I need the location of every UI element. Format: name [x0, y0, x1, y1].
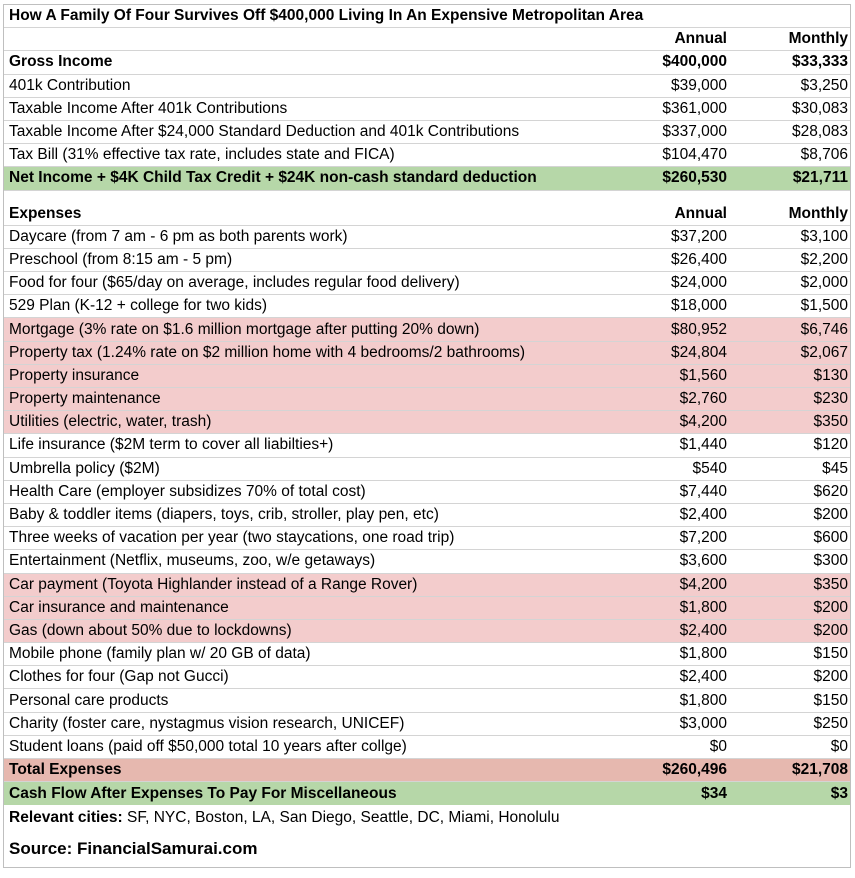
row-monthly: Monthly: [788, 204, 848, 222]
table-row: [4, 504, 850, 527]
table-row: [4, 144, 850, 167]
total-expenses-row: [4, 759, 850, 782]
cities-label: Relevant cities:: [9, 809, 123, 827]
row-annual: $540: [692, 459, 727, 477]
row-annual: $7,200: [679, 529, 727, 547]
table-row: [4, 574, 850, 597]
row-monthly: $3,250: [800, 76, 848, 94]
row-annual: $3,000: [679, 714, 727, 732]
row-monthly: $200: [813, 668, 848, 686]
row-monthly: $120: [813, 436, 848, 454]
cities-value: SF, NYC, Boston, LA, San Diego, Seattle, DC, Miami, Honolulu: [122, 809, 560, 827]
table-row: [4, 736, 850, 759]
row-monthly: $600: [813, 529, 848, 547]
income-rows: [4, 75, 850, 168]
row-annual: $1,440: [679, 436, 727, 454]
row-annual: $1,800: [679, 645, 727, 663]
row-label: Food for four ($65/day on average, includes regular food delivery): [9, 274, 460, 292]
row-monthly: $250: [813, 714, 848, 732]
table-row: [4, 249, 850, 272]
row-annual: $1,800: [679, 598, 727, 616]
table-row: [4, 318, 850, 341]
row-monthly: $1,500: [800, 297, 848, 315]
row-label: Clothes for four (Gap not Gucci): [9, 668, 229, 686]
gross-income-row: [4, 51, 850, 74]
row-label: Expenses: [9, 204, 82, 222]
table-row: [4, 713, 850, 736]
row-monthly: $200: [813, 621, 848, 639]
table-row: [4, 365, 850, 388]
table-row: [4, 666, 850, 689]
row-annual: $337,000: [662, 123, 727, 141]
row-annual: $0: [709, 737, 727, 755]
row-label: Taxable Income After 401k Contributions: [9, 99, 288, 117]
income-column-header-row: [4, 28, 850, 51]
row-label: Mortgage (3% rate on $1.6 million mortgage after putting 20% down): [9, 320, 480, 338]
row-label: Total Expenses: [9, 761, 122, 779]
row-monthly: $28,083: [791, 123, 848, 141]
row-label: Property insurance: [9, 366, 140, 384]
row-label: Mobile phone (family plan w/ 20 GB of data): [9, 645, 311, 663]
table-row: [4, 75, 850, 98]
row-label: Car payment (Toyota Highlander instead of a Range Rover): [9, 575, 418, 593]
row-label: Cash Flow After Expenses To Pay For Miscellaneous: [9, 784, 397, 802]
row-annual: $18,000: [670, 297, 727, 315]
table-row: [4, 689, 850, 712]
row-annual: $3,600: [679, 552, 727, 570]
row-monthly: $350: [813, 413, 848, 431]
row-annual: $2,400: [679, 621, 727, 639]
col-annual-header: Annual: [674, 30, 727, 48]
table-row: [4, 411, 850, 434]
row-monthly: $21,711: [792, 169, 848, 187]
row-monthly: $33,333: [791, 53, 848, 71]
relevant-cities: [4, 805, 850, 831]
row-annual: $24,804: [670, 343, 727, 361]
row-monthly: $45: [822, 459, 848, 477]
row-monthly: $3: [830, 784, 848, 802]
row-monthly: $0: [830, 737, 848, 755]
cash-flow-row: [4, 782, 850, 805]
spacer: [4, 191, 850, 203]
row-label: Three weeks of vacation per year (two staycations, one road trip): [9, 529, 455, 547]
row-annual: $4,200: [679, 413, 727, 431]
table-row: [4, 458, 850, 481]
row-annual: $2,400: [679, 668, 727, 686]
row-label: Daycare (from 7 am - 6 pm as both parents work): [9, 227, 348, 245]
row-label: Utilities (electric, water, trash): [9, 413, 212, 431]
row-annual: $260,496: [662, 761, 727, 779]
row-monthly: $150: [813, 691, 848, 709]
row-annual: Annual: [674, 204, 727, 222]
row-annual: $80,952: [670, 320, 727, 338]
table-row: [4, 295, 850, 318]
row-label: 401k Contribution: [9, 76, 131, 94]
row-annual: $2,400: [679, 506, 727, 524]
row-annual: $361,000: [662, 99, 727, 117]
row-annual: $1,560: [679, 366, 727, 384]
row-monthly: $300: [813, 552, 848, 570]
row-annual: $7,440: [679, 482, 727, 500]
table-row: [4, 620, 850, 643]
row-label: Taxable Income After $24,000 Standard Deduction and 401k Contributions: [9, 123, 520, 141]
row-annual: $2,760: [679, 390, 727, 408]
table-row: [4, 98, 850, 121]
budget-table: [3, 4, 851, 868]
row-annual: $34: [701, 784, 727, 802]
row-annual: $39,000: [670, 76, 727, 94]
row-label: Personal care products: [9, 691, 169, 709]
row-label: Gas (down about 50% due to lockdowns): [9, 621, 292, 639]
row-label: Preschool (from 8:15 am - 5 pm): [9, 250, 233, 268]
row-label: Property maintenance: [9, 390, 161, 408]
row-monthly: $2,200: [800, 250, 848, 268]
col-monthly-header: Monthly: [788, 30, 848, 48]
table-row: [4, 121, 850, 144]
table-row: [4, 527, 850, 550]
row-label: Charity (foster care, nystagmus vision research, UNICEF): [9, 714, 405, 732]
row-annual: $37,200: [670, 227, 727, 245]
row-label: Gross Income: [9, 53, 113, 71]
table-row: [4, 434, 850, 457]
row-monthly: $2,000: [800, 274, 848, 292]
row-monthly: $3,100: [800, 227, 848, 245]
table-row: [4, 550, 850, 573]
row-label: Net Income + $4K Child Tax Credit + $24K non-cash standard deduction: [9, 169, 537, 187]
row-monthly: $200: [813, 598, 848, 616]
row-label: Tax Bill (31% effective tax rate, includes state and FICA): [9, 146, 395, 164]
table-row: [4, 226, 850, 249]
row-label: Entertainment (Netflix, museums, zoo, w/e getaways): [9, 552, 376, 570]
expense-rows: [4, 226, 850, 759]
row-monthly: $350: [813, 575, 848, 593]
row-monthly: $2,067: [800, 343, 848, 361]
row-annual: $24,000: [670, 274, 727, 292]
row-monthly: $230: [813, 390, 848, 408]
row-monthly: $620: [813, 482, 848, 500]
row-annual: $260,530: [662, 169, 727, 187]
row-monthly: $30,083: [791, 99, 848, 117]
table-row: [4, 342, 850, 365]
table-title-row: [4, 5, 850, 28]
row-label: Car insurance and maintenance: [9, 598, 229, 616]
row-monthly: $8,706: [800, 146, 848, 164]
row-annual: $1,800: [679, 691, 727, 709]
table-row: [4, 388, 850, 411]
expenses-header-row: [4, 203, 850, 226]
row-monthly: $130: [813, 366, 848, 384]
row-annual: $26,400: [670, 250, 727, 268]
row-label: Property tax (1.24% rate on $2 million home with 4 bedrooms/2 bathrooms): [9, 343, 526, 361]
row-label: Umbrella policy ($2M): [9, 459, 160, 477]
row-monthly: $21,708: [791, 761, 848, 779]
row-annual: $4,200: [679, 575, 727, 593]
table-title: How A Family Of Four Survives Off $400,000 Living In An Expensive Metropolitan Area: [9, 7, 644, 25]
row-monthly: $6,746: [800, 320, 848, 338]
row-label: Student loans (paid off $50,000 total 10 years after collge): [9, 737, 407, 755]
row-annual: $400,000: [662, 53, 727, 71]
source-credit: Source: FinancialSamurai.com: [9, 839, 258, 859]
row-monthly: $150: [813, 645, 848, 663]
table-row: [4, 643, 850, 666]
row-label: Life insurance ($2M term to cover all liabilties+): [9, 436, 334, 454]
table-row: [4, 272, 850, 295]
row-label: 529 Plan (K-12 + college for two kids): [9, 297, 268, 315]
row-annual: $104,470: [662, 146, 727, 164]
row-label: Baby & toddler items (diapers, toys, crib, stroller, play pen, etc): [9, 506, 439, 524]
table-row: [4, 597, 850, 620]
row-label: Health Care (employer subsidizes 70% of total cost): [9, 482, 366, 500]
table-row: [4, 481, 850, 504]
row-monthly: $200: [813, 506, 848, 524]
net-income-row: [4, 167, 850, 190]
